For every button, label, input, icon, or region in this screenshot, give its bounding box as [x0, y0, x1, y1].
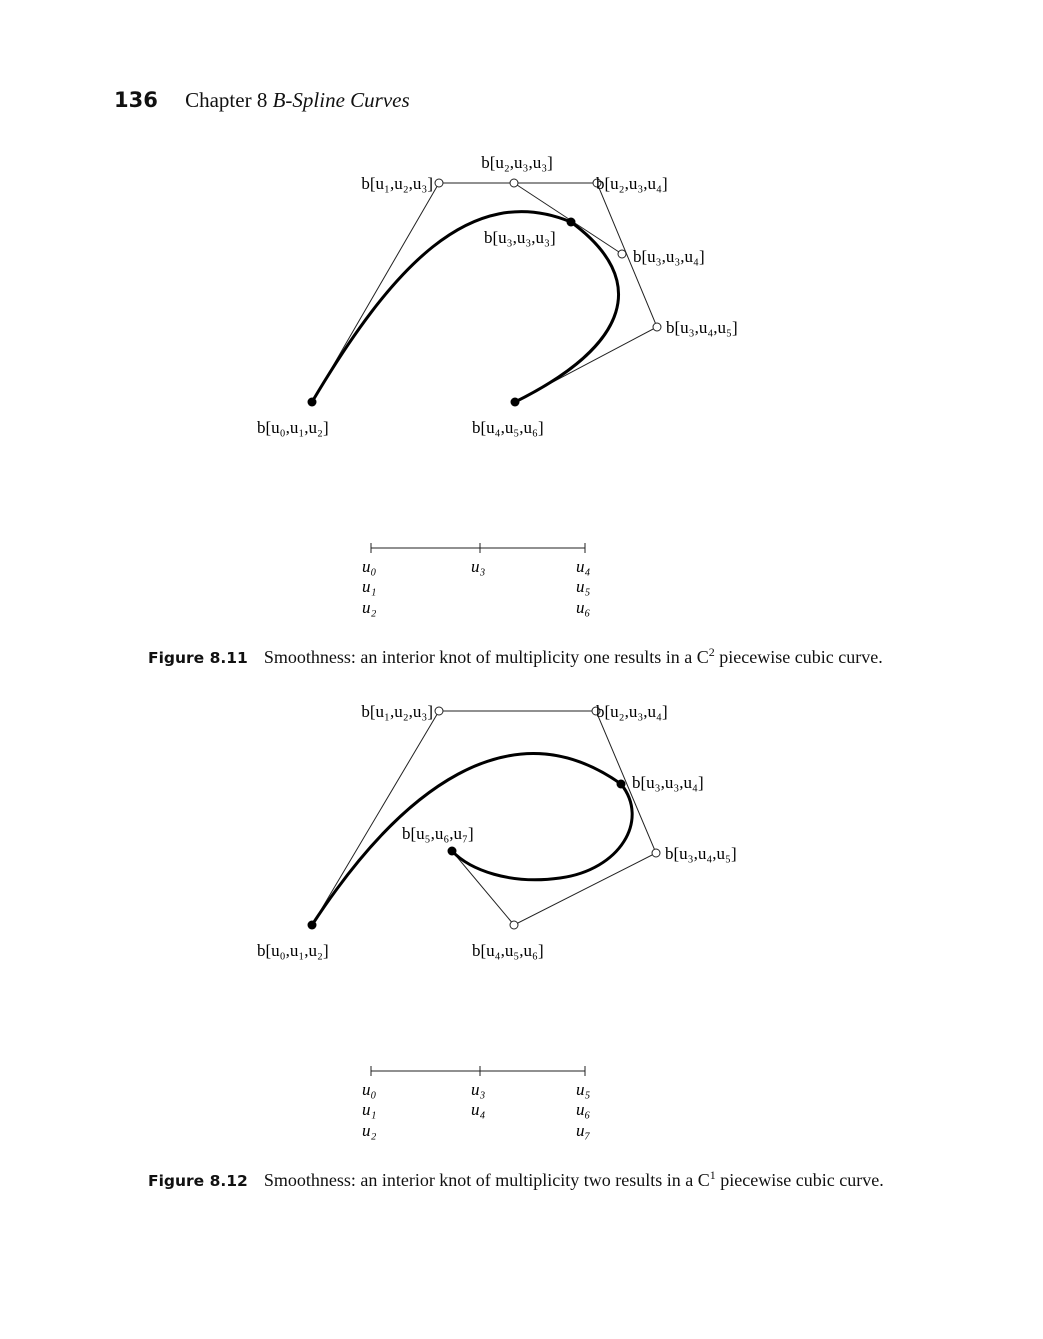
caption-text: Smoothness: an interior knot of multiplicity two results in a C: [263, 1170, 710, 1190]
knot-label: u₂: [362, 1121, 377, 1140]
point-label: b[u₃,u₄,u₅]: [666, 318, 738, 337]
point-label: b[u₂,u₃,u₄]: [596, 174, 668, 193]
running-header: [114, 88, 410, 113]
caption-text-end: piecewise cubic curve.: [715, 1170, 884, 1190]
point-label: b[u₄,u₅,u₆]: [472, 418, 544, 437]
figure-8-12-diagram: [0, 690, 1043, 1150]
point-label: b[u₃,u₃,u₄]: [632, 773, 704, 792]
knot-label: u₃: [471, 1080, 486, 1099]
point-label: b[u₀,u₁,u₂]: [257, 418, 329, 437]
caption-superscript: 2: [708, 645, 715, 659]
knot-label: u₆: [576, 598, 591, 617]
point-label: b[u₁,u₂,u₃]: [361, 174, 433, 193]
point-open: [618, 250, 626, 258]
knot-label: u₄: [471, 1100, 486, 1119]
curve-segment-2: [452, 784, 632, 880]
point-label: b[u₂,u₃,u₃]: [481, 153, 553, 172]
knot-label: u₅: [576, 577, 591, 596]
knot-label: u₃: [471, 557, 486, 576]
point-label: b[u₄,u₅,u₆]: [472, 941, 544, 960]
control-polygon: [312, 711, 656, 925]
knot-label: u₆: [576, 1100, 591, 1119]
point-label: b[u₅,u₆,u₇]: [402, 824, 474, 843]
point-label: b[u₃,u₃,u₃]: [484, 228, 556, 247]
point-filled: [308, 398, 317, 407]
point-label: b[u₁,u₂,u₃]: [361, 702, 433, 721]
knot-label: u₀: [362, 1080, 377, 1099]
figure-caption: [148, 1168, 884, 1191]
point-label: b[u₀,u₁,u₂]: [257, 941, 329, 960]
chapter-label: Chapter 8: [185, 88, 268, 112]
point-open: [652, 849, 660, 857]
knot-label: u₁: [362, 1100, 377, 1119]
point-filled: [448, 847, 457, 856]
point-label: b[u₂,u₃,u₄]: [596, 702, 668, 721]
point-open: [435, 707, 443, 715]
knot-label: u₄: [576, 557, 591, 576]
point-filled: [308, 921, 317, 930]
point-filled: [511, 398, 520, 407]
caption-text: Smoothness: an interior knot of multiplicity one results in a C: [263, 647, 709, 667]
point-open: [510, 921, 518, 929]
point-open: [435, 179, 443, 187]
point-open: [653, 323, 661, 331]
figure-8-11-diagram: [0, 140, 1043, 640]
knot-label: u₁: [362, 577, 377, 596]
chapter-title: B-Spline Curves: [272, 88, 410, 112]
point-label: b[u₃,u₃,u₄]: [633, 247, 705, 266]
page-number: 136: [114, 88, 158, 112]
point-filled: [617, 780, 626, 789]
point-label: b[u₃,u₄,u₅]: [665, 844, 737, 863]
control-polygon: [312, 183, 657, 402]
knot-label: u₅: [576, 1080, 591, 1099]
figure-label: Figure 8.11: [148, 649, 248, 667]
caption-text-end: piecewise cubic curve.: [714, 647, 883, 667]
caption-superscript: 1: [709, 1168, 716, 1182]
point-open: [510, 179, 518, 187]
figure-caption: [148, 645, 883, 668]
knot-label: u₂: [362, 598, 377, 617]
figure-label: Figure 8.12: [148, 1172, 248, 1190]
knot-label: u₀: [362, 557, 377, 576]
point-filled: [567, 218, 576, 227]
knot-label: u₇: [576, 1121, 591, 1140]
